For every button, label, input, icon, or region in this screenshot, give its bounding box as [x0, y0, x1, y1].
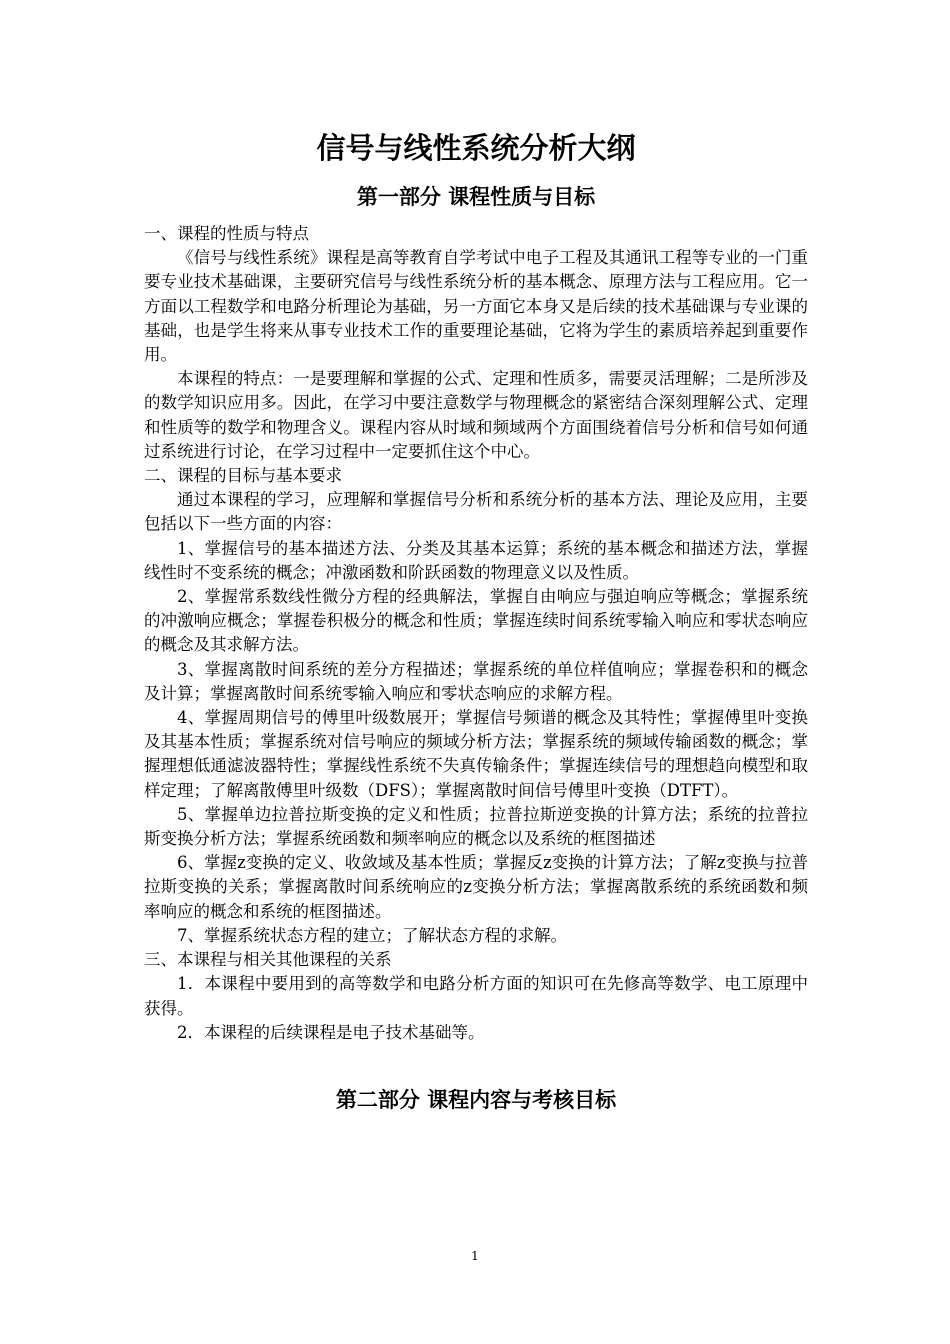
related-course-item: 1．本课程中要用到的高等数学和电路分析方面的知识可在先修高等数学、电工原理中获得。 — [144, 974, 808, 1018]
requirement-item: 4、掌握周期信号的傅里叶级数展开；掌握信号频谱的概念及其特性；掌握傅里叶变换及其基本性质；掌握系统对信号响应的频域分析方法；掌握系统的频域传输函数的概念；掌握理想低通滤波器特性；掌握线性系统不失真传输条件；掌握连续信号的理想趋向模型和取样定理；了解离散傅里叶级数（DFS）；掌握离散时间信号傅里叶变换（DTFT）。 — [144, 708, 808, 800]
requirement-item: 5、掌握单边拉普拉斯变换的定义和性质；拉普拉斯逆变换的计算方法；系统的拉普拉斯变换分析方法；掌握系统函数和频率响应的概念以及系统的框图描述 — [144, 804, 808, 849]
section-related-courses — [144, 948, 808, 1045]
document-title: 信号与线性系统分析大纲 — [316, 131, 636, 165]
section-nature-and-features — [144, 222, 808, 464]
page-content — [144, 128, 808, 1125]
section1-paragraph-2: 本课程的特点：一是要理解和掌握的公式、定理和性质多，需要灵活理解；二是所涉及的数学知识应用多。因此，在学习中要注意数学与物理概念的紧密结合深刻理解公式、定理和性质等的数学和物理含义。课程内容从时域和频域两个方面围绕着信号分析和信号如何通过系统进行讨论，在学习过程中一定要抓住这个中心。 — [144, 369, 808, 461]
requirement-item: 7、掌握系统状态方程的建立；了解状态方程的求解。 — [177, 925, 567, 945]
part1-heading: 第一部分 课程性质与目标 — [356, 185, 596, 209]
section1-paragraph-1: 《信号与线性系统》课程是高等教育自学考试中电子工程及其通讯工程等专业的一门重要专业技术基础课，主要研究信号与线性系统分析的基本概念、原理方法与工程应用。它一方面以工程数学和电路分析理论为基础，另一方面它本身又是后续的技术基础课与专业课的基础，也是学生将来从事专业技术工作的重要理论基础，它将为学生的素质培养起到重要作用。 — [144, 248, 808, 365]
section1-heading: 一、课程的性质与特点 — [144, 224, 309, 243]
requirement-item: 6、掌握z变换的定义、收敛域及基本性质；掌握反z变换的计算方法；了解z变换与拉普拉斯变换的关系；掌握离散时间系统响应的z变换分析方法；掌握离散系统的系统函数和频率响应的概念和系统的框图描述。 — [144, 853, 808, 921]
section3-heading: 三、本课程与相关其他课程的关系 — [144, 950, 392, 970]
related-course-item: 2．本课程的后续课程是电子技术基础等。 — [177, 1022, 485, 1042]
page-number: 1 — [471, 1249, 479, 1263]
requirement-item: 1、掌握信号的基本描述方法、分类及其基本运算；系统的基本概念和描述方法，掌握线性时不变系统的概念；冲激函数和阶跃函数的物理意义以及性质。 — [144, 538, 808, 582]
section2-intro: 通过本课程的学习，应理解和掌握信号分析和系统分析的基本方法、理论及应用，主要包括以下一些方面的内容： — [144, 490, 808, 534]
requirement-item: 3、掌握离散时间系统的差分方程描述；掌握系统的单位样值响应；掌握卷积和的概念及计算；掌握离散时间系统零输入响应和零状态响应的求解方程。 — [144, 659, 808, 703]
requirement-item: 2、掌握常系数线性微分方程的经典解法，掌握自由响应与强迫响应等概念；掌握系统的冲激响应概念；掌握卷积极分的概念和性质；掌握连续时间系统零输入响应和零状态响应的概念及其求解方法。 — [144, 587, 808, 655]
part2-heading: 第二部分 课程内容与考核目标 — [335, 1087, 617, 1112]
section-goals-and-requirements — [144, 464, 808, 948]
section2-heading: 二、课程的目标与基本要求 — [144, 466, 342, 486]
